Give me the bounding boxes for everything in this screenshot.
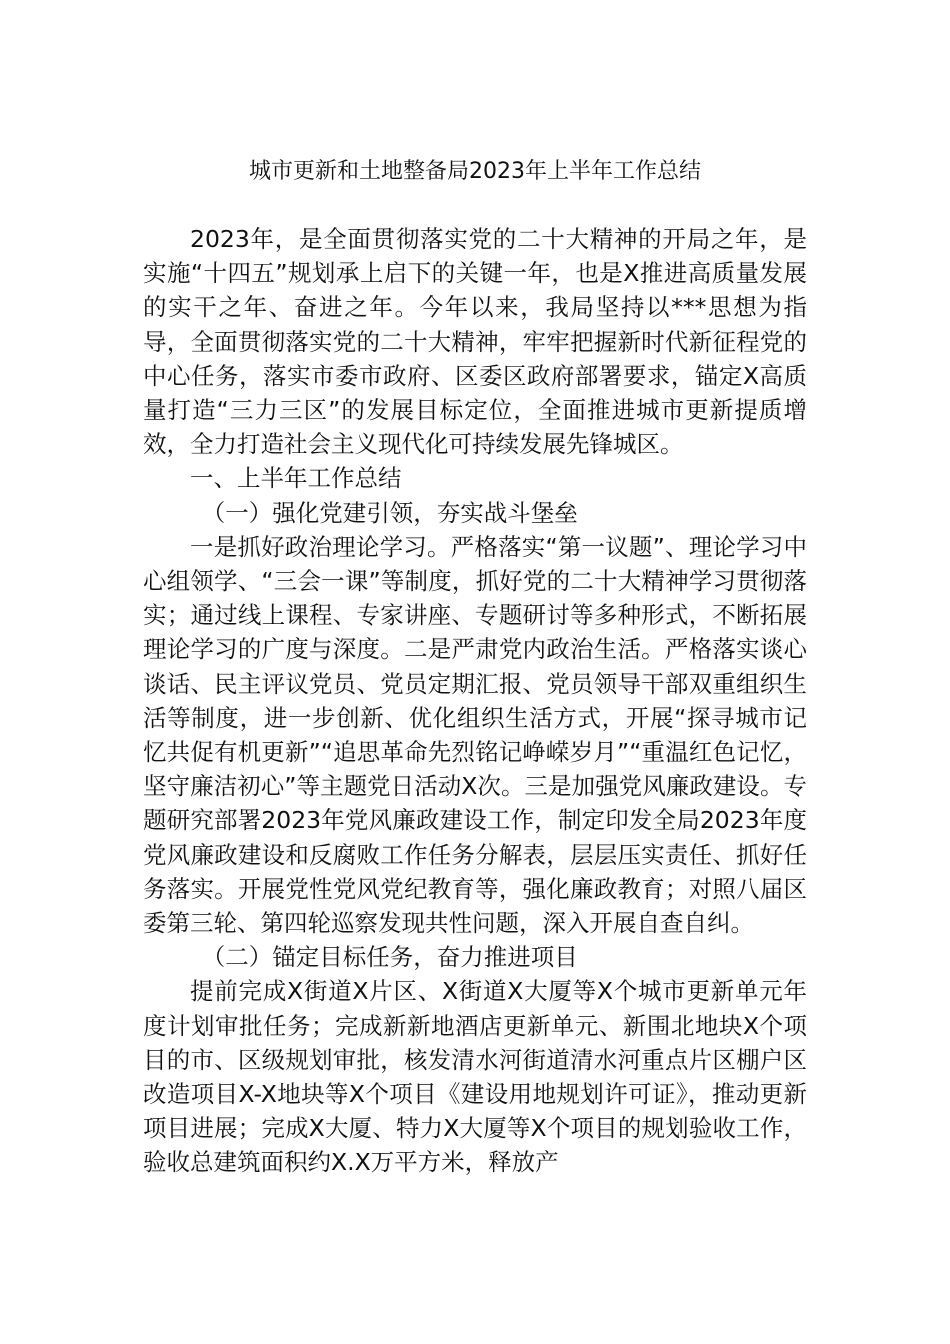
document-body xyxy=(143,222,807,1180)
party-building-paragraph: 一是抓好政治理论学习。严格落实“第一议题”、理论学习中心组领学、“三会一课”等制度，抓好党的二十大精神学习贯彻落实；通过线上课程、专家讲座、专题研讨等多种形式，不断拓展理论学习的广度与深度。二是严肃党内政治生活。严格落实谈心谈话、民主评议党员、党员定期汇报、党员领导干部双重组织生活等制度，进一步创新、优化组织生活方式，开展“探寻城市记忆共促有机更新”“追思革命先烈铭记峥嵘岁月”“重温红色记忆，坚守廉洁初心”等主题党日活动X次。三是加强党风廉政建设。专题研究部署2023年党风廉政建设工作，制定印发全局2023年度党风廉政建设和反腐败工作任务分解表，层层压实责任、抓好任务落实。开展党性党风党纪教育等，强化廉政教育；对照八届区委第三轮、第四轮巡察发现共性问题，深入开展自查自纠。 xyxy=(143,532,807,938)
projects-paragraph: 提前完成X街道X片区、X街道X大厦等X个城市更新单元年度计划审批任务；完成新新地酒店更新单元、新围北地块X个项目的市、区级规划审批，核发清水河街道清水河重点片区棚户区改造项目X-X地块等X个项目《建设用地规划许可证》，推动更新项目进展；完成X大厦、特力X大厦等X个项目的规划验收工作，验收总建筑面积约X.X万平方米，释放产 xyxy=(143,977,807,1177)
document-title: 城市更新和土地整备局2023年上半年工作总结 xyxy=(249,159,701,184)
section-heading-summary: 一、上半年工作总结 xyxy=(190,464,402,493)
subsection-heading-projects: （二）锚定目标任务，奋力推进项目 xyxy=(201,943,578,972)
intro-paragraph: 2023年，是全面贯彻落实党的二十大精神的开局之年，是实施“十四五”规划承上启下的关键一年，也是X推进高质量发展的实干之年、奋进之年。今年以来，我局坚持以***思想为指导，全面贯彻落实党的二十大精神，牢牢把握新时代新征程党的中心任务，落实市委市政府、区委区政府部署要求，锚定X高质量打造“三力三区”的发展目标定位，全面推进城市更新提质增效，全力打造社会主义现代化可持续发展先锋城区。 xyxy=(143,225,807,459)
subsection-heading-party-building: （一）强化党建引领，夯实战斗堡垒 xyxy=(201,498,578,527)
